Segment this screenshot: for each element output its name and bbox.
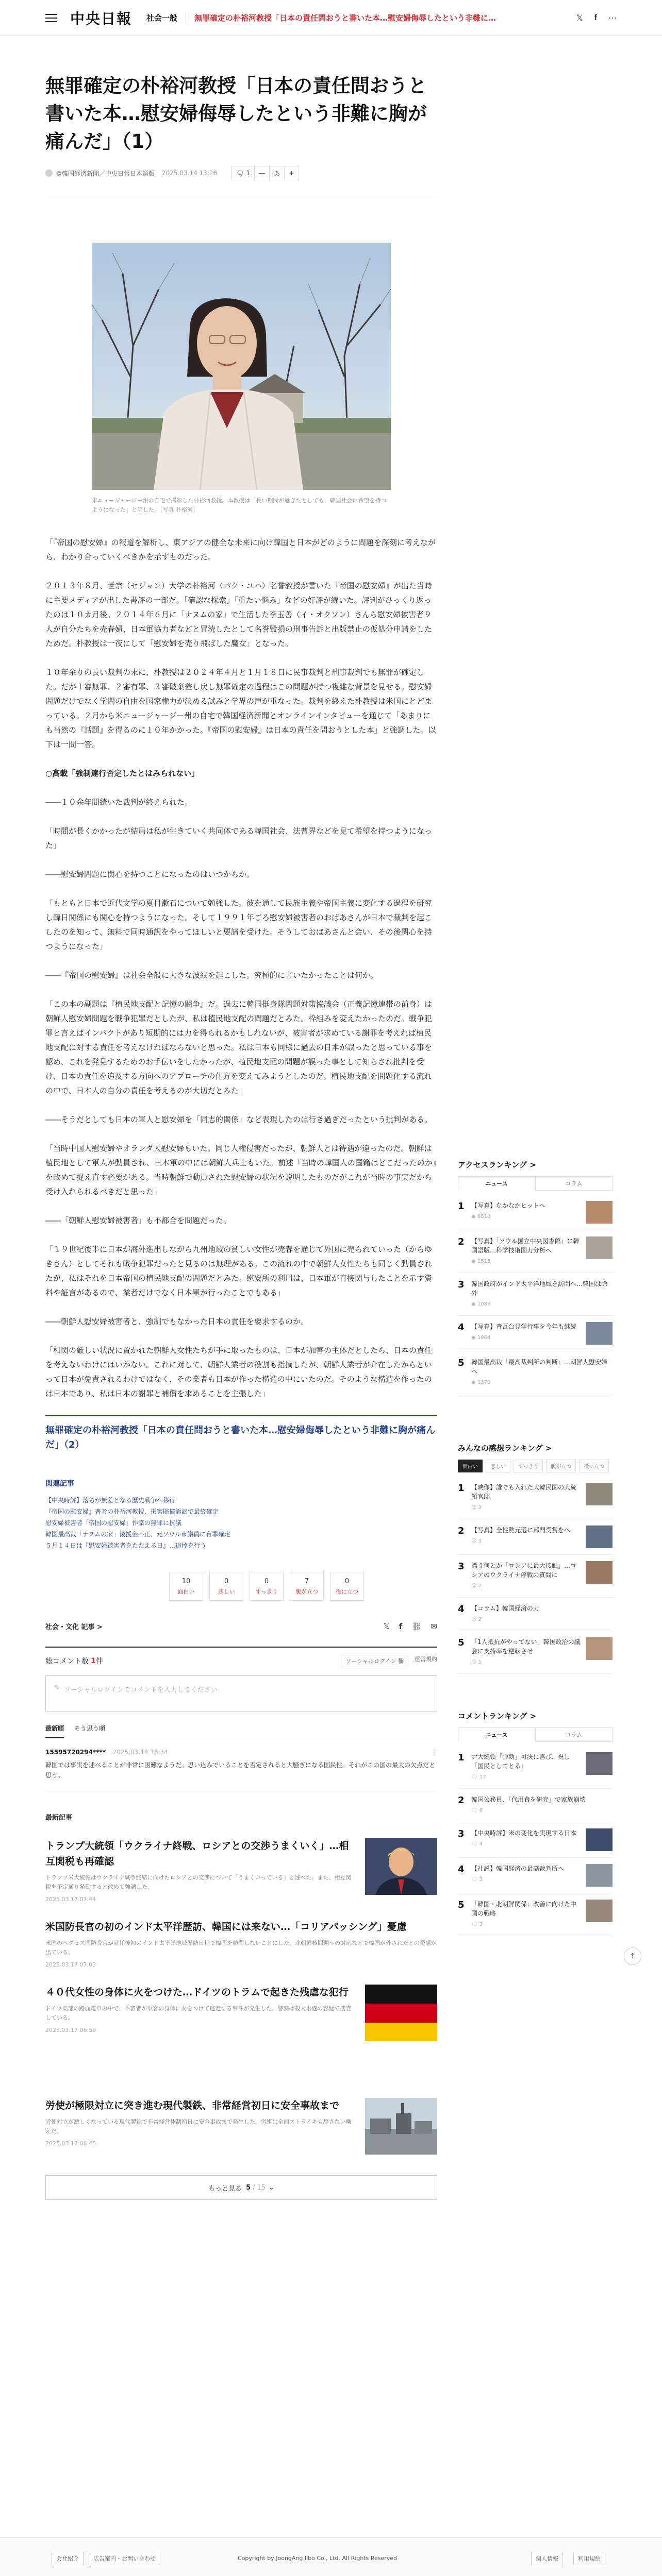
comment-icon: 🗨 bbox=[471, 1841, 479, 1847]
ranking-views: 2 bbox=[478, 1583, 482, 1589]
ranking-title: 【社説】韓国経済の最高裁判所へ bbox=[471, 1865, 565, 1872]
smile-icon: ☺ bbox=[471, 1659, 478, 1665]
byline-avatar bbox=[45, 170, 53, 177]
ranking-thumbnail bbox=[586, 1526, 613, 1548]
ranking-title: 韓国公務員、「代用食を研究」で家族崩壊 bbox=[471, 1796, 586, 1803]
comment-placeholder: ソーシャルログインでコメントを入力してください bbox=[63, 1686, 218, 1694]
reaction-refreshing[interactable] bbox=[250, 1572, 284, 1601]
ranking-thumbnail bbox=[586, 1637, 613, 1660]
eye-icon: ◉ bbox=[471, 1259, 477, 1264]
paragraph: 「『帝国の慰安婦』の報道を解析し、東アジアの健全な未来に向け韓国と日本がどのように問題を深刻に考えながら、わかり合っていくべきかを示すものだった。 bbox=[45, 538, 436, 562]
more-total: 15 bbox=[257, 2183, 266, 2192]
smile-icon: ☺ bbox=[471, 1583, 478, 1589]
paragraph: ――そうだとしても日本の軍人と慰安婦を「同志的関係」など表現したのは行き過ぎだったという批判がある。 bbox=[45, 1115, 433, 1124]
article-date: 2025.03.14 13:28 bbox=[162, 170, 218, 177]
article-tools bbox=[231, 166, 299, 180]
comments-header bbox=[45, 1647, 437, 1667]
reaction-count: 10 bbox=[181, 1577, 191, 1585]
x-icon[interactable]: 𝕏 bbox=[383, 1621, 390, 1631]
site-logo[interactable]: 中央日報 bbox=[70, 10, 133, 27]
ranking-thumbnail bbox=[586, 1864, 613, 1887]
ranking-thumbnail bbox=[586, 1900, 613, 1922]
news-summary: 労使対立が激しくなっている現代製鉄で非常経営体制初日に安全事故まで発生した。労組は全面ストライキも辞さない構えだ。 bbox=[45, 2119, 352, 2134]
smile-icon: ☺ bbox=[471, 1505, 478, 1511]
reaction-label: 腹が立つ bbox=[295, 1588, 318, 1595]
news-title[interactable]: 労使が極限対立に突き進む現代製鉄、非常経営初日に安全事故まで bbox=[45, 2100, 340, 2111]
ranking-title: 尹大統領「弾劾」可決に喜び、祝し「国民としてとる」 bbox=[471, 1753, 570, 1770]
german-flag-icon bbox=[365, 1985, 437, 2041]
ranking-item[interactable]: 1 尹大統領「弾劾」可決に喜び、祝し「国民としてとる」 🗨 17 bbox=[458, 1746, 613, 1789]
ranking-item[interactable]: 3 漂う何とか「ロシアに最大接触」…ロシアのウクライナ停戦の質問に ☺ 2 bbox=[458, 1555, 613, 1598]
section-label[interactable]: 社会一般 bbox=[146, 12, 186, 23]
paragraph: ２０１３年８月、世宗（セジョン）大学の朴裕河（パク・ユハ）名誉教授が書いた『帝国の慰安婦』が出た当時に主要メディアが出した書評の一部だ。「確認な探索」「重たい悩み」などの好評が続いた。評判がひっくり返ったのは１０カ月後。２０１４年６月に「ナヌムの家」で生活した李玉善（イ・オクソン）さんら慰安婦被害者９人が自分たちを売春婦、日本軍協力者などと冒涜したとして名誉毀損の刑事告訴と出版禁止の仮処分申請をしたためだ。朴教授は一夜にして「慰安婦を売り飛ばした魔女」となった。 bbox=[45, 581, 433, 648]
news-title[interactable]: トランプ大統領「ウクライナ終戦、ロシアとの交渉うまくいく」…相互関税も再確認 bbox=[45, 1840, 349, 1867]
reaction-label: 面白い bbox=[177, 1588, 195, 1595]
ranking-title: 【中央時評】米の変化を実現する日本 bbox=[471, 1829, 577, 1837]
comment-ranking-list bbox=[458, 1746, 613, 1936]
paragraph: 「この本の副題は『植民地支配と記憶の闘争』だ。過去に韓国挺身隊問題対策協議会（正義記憶連帯の前身）は朝鮮人慰安婦問題を戦争犯罪だとしたが、私は植民地支配の問題だとみた。枠組みを変えたかったのだ。戦争犯罪と言えばインパクトがあり短期的には力を得られるかもしれないが、被害者が求めている謝罪を考えれば植民地支配に対する責任を考えなければならないと思った。私は日本も同様に過去の日本が誤ったと思っている事を認め、これを発見するためのお手伝いをしたかったが、植民地支配の問題が誤った事として知らされ批判を受け、日本の責任を追及する方向へのアプローチの仕方を変えてみようとしたのだ。植民地支配を問題化する流れの中で、日本人の自分の責任を考えるのが大切だとみた」 bbox=[45, 999, 433, 1095]
reaction-label: 役に立つ bbox=[336, 1588, 358, 1595]
reaction-count: 0 bbox=[344, 1577, 350, 1585]
news-item[interactable] bbox=[45, 2098, 437, 2155]
tab-agree[interactable]: そう思う順 bbox=[74, 1725, 106, 1732]
sidebar-comment-ranking bbox=[458, 1710, 613, 1936]
ranking-views: 1 bbox=[478, 1659, 482, 1665]
more-icon[interactable]: ⋮ bbox=[431, 1749, 437, 1756]
portrait-photo bbox=[92, 243, 391, 490]
related-articles-head: 関連記事 bbox=[45, 1480, 74, 1488]
footer-links bbox=[531, 2552, 610, 2565]
ranking-item[interactable]: 5 「韓国・北朝鮮関係」改善に向けた中国の戦略 🗨 3 bbox=[458, 1893, 613, 1936]
link-icon[interactable]: ⛓ bbox=[411, 1621, 422, 1631]
font-size-label: あ bbox=[270, 166, 285, 180]
comment-ranking-head[interactable]: コメントランキング > bbox=[458, 1711, 537, 1721]
ranking-item[interactable]: 3 韓国政府がインド太平洋地域を訪問へ…韓国は除外 ◉ 1086 bbox=[458, 1273, 613, 1316]
reaction-count: 0 bbox=[224, 1577, 229, 1585]
news-text bbox=[45, 1919, 437, 1968]
news-date: 2025.03.17 06:45 bbox=[45, 2140, 96, 2147]
news-title[interactable]: ４０代女性の身体に火をつけた…ドイツのトラムで起きた残虐な犯行 bbox=[45, 1987, 349, 1998]
more-label: もっと見る bbox=[208, 2184, 242, 2193]
article-body bbox=[45, 535, 437, 1401]
section-articles-link[interactable]: 社会・文化 記事 > bbox=[45, 1623, 103, 1631]
ranking-views: 3 bbox=[478, 1505, 482, 1511]
ranking-title: 【写真】全性勲元選に部門受賞をへ bbox=[471, 1527, 571, 1534]
comment-icon: ✎ bbox=[54, 1684, 60, 1692]
comment-count: 1 bbox=[246, 170, 250, 177]
paragraph: １０年余りの長い裁判の末に、朴教授は２０２４年４月と１月１８日に民事裁判と刑事裁判でも無罪が確定した。だが１審無罪、２審有罪、３審破棄差し戻し無罪確定の過程はこの問題が持つ複雑な背景を見せる。慰安婦問題だけでなく学問の自由を国家権力が決める試みと学界の声が重なった。裁判を終えた朴教授は米国にとどまっている。２月から米ニュージャージー州の自宅で韓国経済新聞とオンラインインタビューを通じて「あまりにも当然の『話題』を得るのに１０年かかった。『帝国の慰安婦』は日本の責任を問おうとした本」と強調した。以下は一問一答。 bbox=[45, 668, 436, 749]
access-ranking-head[interactable]: アクセスランキング > bbox=[458, 1160, 536, 1170]
reaction-funny[interactable] bbox=[169, 1572, 203, 1601]
reaction-count: 0 bbox=[264, 1577, 269, 1585]
ranking-title: 【写真】青瓦台見学行事を今年も継続 bbox=[471, 1323, 577, 1330]
share-icon[interactable]: ⋯ bbox=[608, 13, 617, 23]
related-article-link[interactable]: 【中央時評】落ちが無差となる歴史戦争へ移行 bbox=[45, 1497, 176, 1504]
comment-ranking-tabs bbox=[458, 1727, 613, 1742]
news-text bbox=[45, 2098, 365, 2155]
factory-photo-icon bbox=[365, 2098, 437, 2155]
ranking-views: 3 bbox=[479, 1922, 483, 1927]
news-text bbox=[45, 1985, 365, 2041]
reaction-label: すっきり bbox=[255, 1588, 278, 1595]
comment-text: 韓国では事実を述べることが非常に困難なようだ。思い込みでいることを否定されると大騒ぎになる国民性。それがこの国の最大の欠点だと思う。 bbox=[45, 1761, 436, 1779]
ranking-item[interactable]: 1 【写真】なかなかヒットへ ◉ 6510 bbox=[458, 1195, 613, 1230]
news-item[interactable] bbox=[45, 1985, 437, 2041]
ranking-item[interactable]: 3 【中央時評】米の変化を実現する日本 🗨 4 bbox=[458, 1822, 613, 1858]
impression-ranking-head[interactable]: みんなの感想ランキング > bbox=[458, 1444, 552, 1453]
ranking-views: 6510 bbox=[477, 1214, 491, 1219]
ranking-item[interactable]: 4 【写真】青瓦台見学行事を今年も継続 ◉ 1864 bbox=[458, 1316, 613, 1351]
comment-icon: 🗨 bbox=[471, 1774, 479, 1780]
access-ranking-list bbox=[458, 1195, 613, 1394]
ranking-views: 1086 bbox=[477, 1301, 491, 1307]
ranking-item[interactable]: 1 【映像】誰でも入れた大韓民国の大統領官邸 ☺ 3 bbox=[458, 1477, 613, 1519]
ranking-views: 6 bbox=[479, 1808, 483, 1814]
ranking-thumbnail bbox=[586, 1828, 613, 1851]
ranking-thumbnail bbox=[586, 1752, 613, 1775]
comment-input[interactable] bbox=[45, 1675, 437, 1711]
paragraph: ――『帝国の慰安婦』は社会全般に大きな波紋を起こした。究極的に言いたかったことは何か。 bbox=[45, 971, 378, 980]
comment-icon: 🗨 bbox=[471, 1922, 479, 1927]
tab-latest[interactable]: 最新順 bbox=[45, 1724, 64, 1738]
reaction-sad[interactable] bbox=[209, 1572, 243, 1601]
ranking-thumbnail bbox=[586, 1236, 613, 1259]
header-article-title: 無罪確定の朴裕河教授「日本の責任問おうと書いた本…慰安婦侮辱したという非難に… bbox=[194, 13, 496, 23]
tab-useful[interactable]: 役に立つ bbox=[579, 1460, 609, 1472]
social-login-button[interactable]: ソーシャルログイン 欄 bbox=[341, 1655, 408, 1667]
comments-unit: 件 bbox=[95, 1657, 103, 1666]
comments-total: 1 bbox=[91, 1657, 96, 1665]
reaction-useful[interactable] bbox=[330, 1572, 364, 1601]
news-thumbnail[interactable] bbox=[365, 1985, 437, 2041]
related-article-link[interactable]: 韓国最高裁「ナヌムの家」後援金不正、元ソウル市議員に有罪確定 bbox=[45, 1531, 231, 1538]
reaction-angry[interactable] bbox=[290, 1572, 324, 1601]
related-article-link[interactable]: 慰安婦被害者「帝国の慰安婦」作家の無罪に抗議 bbox=[45, 1519, 182, 1527]
comment-item bbox=[45, 1738, 437, 1791]
eye-icon: ◉ bbox=[471, 1380, 477, 1385]
ranking-thumbnail bbox=[586, 1561, 613, 1584]
article-title: 無罪確定の朴裕河教授「日本の責任問おうと書いた本…慰安婦侮辱したという非難に胸が痛んだ」（1） bbox=[45, 75, 427, 152]
photo-caption: 米ニュージャージー州の自宅で撮影した朴裕河教授。本教授は「長い期間が過ぎたとしても、韓国社会に希望を持つようになった」と話した。［写真 朴裕河］ bbox=[92, 497, 387, 513]
comment-icon: 🗨 bbox=[236, 170, 244, 177]
related-article-link[interactable]: 『帝国の慰安婦』著者の朴裕河教授、損害賠償訴訟で最終確定 bbox=[45, 1508, 219, 1515]
article-photo bbox=[92, 243, 391, 515]
tab-refreshing[interactable]: すっきり bbox=[514, 1460, 543, 1472]
paragraph: ――慰安婦問題に関心を持つことになったのはいつからか。 bbox=[45, 870, 255, 879]
comment-sort-tabs bbox=[45, 1724, 437, 1738]
ranking-views: 3 bbox=[479, 1877, 483, 1883]
share-bar bbox=[45, 1621, 437, 1631]
paragraph: 「当時中国人慰安婦やオランダ人慰安婦もいた。同じ人権侵害だったが、朝鮮人とは待遇が違ったのだ。朝鮮は植民地として軍人が動員され、日本軍の中には朝鮮人兵士もいた。前述『当時の韓国人の国籍はどこだったのか』を改めて捉え直す必要がある。当時朝鮮で動員された慰安婦の状況を説明したものだがこれが当時の事実だから受け入れられるべきだと思った」 bbox=[45, 1144, 437, 1196]
related-article-link[interactable]: ５月１４日は『慰安婦被害者をたたえる日』…追悼を行う bbox=[45, 1542, 207, 1549]
comment-user: 15595720294**** bbox=[45, 1749, 106, 1756]
font-increase-button[interactable]: + bbox=[285, 166, 299, 180]
eye-icon: ◉ bbox=[471, 1301, 477, 1307]
article-meta bbox=[45, 166, 617, 180]
paragraph: 「１９世紀後半に日本が海外進出しながら九州地域の貧しい女性が売春を通じて外国に売られていった（からゆきさん）としてそれも戦争犯罪だったと見るのは無理がある。この流れの中で朝鮮人女性たちも同じく動員されたが、私はそれを日本帝国の植民地支配の問題だとみた。慰安所の利用は、日本軍が直接関与したことを示す資料や証言があるので、業者だけでなく日本軍が行ったことでもある」 bbox=[45, 1245, 433, 1297]
font-decrease-button[interactable]: ― bbox=[255, 166, 270, 180]
ranking-item[interactable]: 5 韓国最高裁「最高裁判所の判断」…朝鮮人慰安婦へ ◉ 1370 bbox=[458, 1351, 613, 1394]
scroll-top-button[interactable] bbox=[624, 1947, 641, 1965]
paragraph: ――１０余年間続いた裁判が終えられた。 bbox=[45, 798, 193, 807]
ranking-views: 4 bbox=[479, 1841, 483, 1847]
paragraph-subhead: ○高載「強制連行否定したとはみられない」 bbox=[45, 769, 200, 778]
site-footer bbox=[0, 2537, 662, 2576]
news-date: 2025.03.17 07:44 bbox=[45, 1896, 96, 1903]
latest-news-head: 最新記事 bbox=[45, 1814, 73, 1822]
sidebar-access-ranking bbox=[458, 1159, 613, 1394]
ranking-item[interactable]: 2 韓国公務員、「代用食を研究」で家族崩壊 🗨 6 bbox=[458, 1789, 613, 1822]
tab-sad[interactable]: 悲しい bbox=[486, 1460, 510, 1472]
byline: ©韓国経済新聞／中央日報日本語版 bbox=[56, 170, 155, 177]
ranking-title: 【コラム】韓国経済の力 bbox=[471, 1605, 539, 1612]
comment-icon: 🗨 bbox=[471, 1877, 479, 1883]
tab-column[interactable]: コラム bbox=[535, 1727, 613, 1742]
comments-label: 総コメント数 bbox=[45, 1657, 89, 1666]
header-share-icons bbox=[576, 13, 617, 23]
share-icons bbox=[384, 1622, 437, 1631]
ranking-item[interactable]: 4 【コラム】韓国経済の力 ☺ 2 bbox=[458, 1598, 613, 1631]
company-link[interactable]: 会社紹介 bbox=[52, 2552, 84, 2565]
news-title[interactable]: 米国防長官の初のインド太平洋歴訪、韓国には来ない…「コリアパッシング」憂慮 bbox=[45, 1921, 407, 1933]
arrow-up-icon: ↑ bbox=[630, 1952, 636, 1960]
terms-link[interactable]: 利用規約 bbox=[573, 2552, 605, 2565]
ranking-thumbnail bbox=[586, 1322, 613, 1345]
reaction-label: 悲しい bbox=[218, 1588, 235, 1595]
privacy-link[interactable]: 個人情報 bbox=[531, 2552, 563, 2565]
tab-news[interactable]: ニュース bbox=[458, 1727, 535, 1742]
copyright: Copyright by JoongAng Ilbo Co., Ltd. All Rights Reserved bbox=[238, 2555, 398, 2562]
paragraph: 「時間が長くかかったが結局は私が生きていく共同体である韓国社会、法曹界などを見て希望を持つようになった」 bbox=[45, 826, 433, 850]
more-page: 5 bbox=[246, 2183, 251, 2192]
chevron-down-icon: ⌄ bbox=[269, 2183, 274, 2192]
ranking-title: 韓国最高裁「最高裁判所の判断」…朝鮮人慰安婦へ bbox=[471, 1359, 608, 1375]
news-thumbnail[interactable] bbox=[365, 2098, 437, 2155]
comments-actions bbox=[341, 1655, 437, 1667]
reaction-count: 7 bbox=[304, 1577, 309, 1585]
mail-icon[interactable]: ✉ bbox=[431, 1621, 437, 1631]
comment-date: 2025.03.14 18:34 bbox=[112, 1749, 168, 1756]
paragraph: ――「朝鮮人慰安婦被害者」も不都合を問題だった。 bbox=[45, 1216, 231, 1225]
ranking-item[interactable]: 2 【写真】「ソウル国立中央図書館」に韓国語版…科学技術国力分析へ ◉ 1515 bbox=[458, 1230, 613, 1273]
news-date: 2025.03.17 06:59 bbox=[45, 2027, 96, 2033]
ranking-item[interactable]: 2 【写真】全性勲元選に部門受賞をへ ☺ 3 bbox=[458, 1519, 613, 1555]
smile-icon: ☺ bbox=[471, 1617, 478, 1622]
ranking-title: 「1人抵抗がやってない」韓国政治の議会に支持率を逆転させ bbox=[471, 1638, 581, 1655]
smile-icon: ☺ bbox=[471, 1538, 478, 1544]
contact-link[interactable]: 広告案内・お問い合わせ bbox=[89, 2552, 160, 2565]
ranking-title: 漂う何とか「ロシアに最大接触」…ロシアのウクライナ停戦の質問に bbox=[471, 1562, 577, 1579]
paragraph: ――朝鮮人慰安婦被害者と、強制でもなかった日本の責任を要求するのか。 bbox=[45, 1317, 309, 1326]
ranking-views: 1515 bbox=[477, 1259, 491, 1264]
site-header bbox=[0, 0, 662, 36]
ranking-views: 1370 bbox=[477, 1380, 491, 1385]
ranking-views: 1864 bbox=[477, 1335, 491, 1341]
news-item[interactable] bbox=[45, 1838, 437, 1903]
next-part-link[interactable]: 無罪確定の朴裕河教授「日本の責任問おうと書いた本…慰安婦侮辱したという非難に胸が痛んだ」（2） bbox=[45, 1415, 437, 1452]
news-summary: ドイツ東部の路面電車の中で、不審者が乗客の身体に火をつけて逃走する事件が発生した。警察は殺人未遂の容疑で捜査している。 bbox=[45, 2005, 352, 2021]
tab-column[interactable]: コラム bbox=[535, 1176, 613, 1191]
more-button[interactable]: もっと見る 5 / 15 ⌄ bbox=[45, 2175, 437, 2200]
policy-link[interactable]: 運営規約 bbox=[415, 1656, 437, 1663]
news-thumbnail[interactable] bbox=[365, 1838, 437, 1895]
eye-icon: ◉ bbox=[471, 1335, 477, 1341]
impression-tabs bbox=[458, 1460, 613, 1472]
sidebar-impression-ranking bbox=[458, 1443, 613, 1674]
ranking-thumbnail bbox=[586, 1483, 613, 1505]
facebook-icon[interactable]: f bbox=[594, 13, 597, 22]
x-icon[interactable]: 𝕏 bbox=[576, 13, 583, 23]
ranking-views: 17 bbox=[479, 1774, 486, 1780]
comment-icon: 🗨 bbox=[471, 1808, 479, 1814]
ranking-title: 【写真】なかなかヒットへ bbox=[471, 1202, 545, 1209]
ranking-item[interactable]: 4 【社説】韓国経済の最高裁判所へ 🗨 3 bbox=[458, 1858, 613, 1893]
impression-ranking-list bbox=[458, 1477, 613, 1674]
ranking-title: 韓国政府がインド太平洋地域を訪問へ…韓国は除外 bbox=[471, 1280, 608, 1297]
tab-news[interactable]: ニュース bbox=[458, 1176, 535, 1191]
paragraph: 「相関の厳しい状況に置かれた朝鮮人女性たちが手に取ったものは、日本が加害の主体だとしたら、日本の責任を考えないわけにはいかない。これに対して、朝鮮人業者の役割も指摘したが、朝鮮人業者が介在したからといって日本が免責されるわけではなく、その業者も日本が作った構造の中にいたのだ。そのような構造を作ったのは日本であり、私は日本の謝罪と補償を求めることを主張した」 bbox=[45, 1346, 433, 1398]
menu-icon[interactable] bbox=[45, 14, 57, 22]
ranking-views: 3 bbox=[478, 1538, 482, 1544]
ranking-views: 2 bbox=[478, 1617, 482, 1622]
news-item[interactable] bbox=[45, 1919, 437, 1968]
person-photo-icon bbox=[365, 1838, 437, 1895]
tab-angry[interactable]: 腹が立つ bbox=[546, 1460, 576, 1472]
news-summary: 米国のヘグセス国防長官が就任後初のインド太平洋地域歴訪日程で韓国を訪問しないことにした。北朝鮮核問題への対応などで韓国が外されたとの憂慮が出ている。 bbox=[45, 1940, 437, 1956]
comment-count-button[interactable] bbox=[231, 166, 255, 180]
portrait-illustration bbox=[92, 243, 391, 490]
ranking-title: 【映像】誰でも入れた大韓民国の大統領官邸 bbox=[471, 1484, 577, 1500]
ranking-item[interactable]: 5 「1人抵抗がやってない」韓国政治の議会に支持率を逆転させ ☺ 1 bbox=[458, 1631, 613, 1674]
ranking-title: 「韓国・北朝鮮関係」改善に向けた中国の戦略 bbox=[471, 1901, 577, 1917]
ranking-thumbnail bbox=[586, 1201, 613, 1224]
eye-icon: ◉ bbox=[471, 1214, 477, 1219]
tab-funny[interactable]: 面白い bbox=[458, 1460, 483, 1472]
access-ranking-tabs bbox=[458, 1176, 613, 1191]
ranking-title: 【写真】「ソウル国立中央図書館」に韓国語版…科学技術国力分析へ bbox=[471, 1238, 580, 1254]
news-text bbox=[45, 1838, 365, 1903]
news-date: 2025.03.17 07:03 bbox=[45, 1961, 96, 1968]
paragraph: 「もともと日本で近代文学の夏目漱石について勉強した。彼を通して民族主義や帝国主義に変化する過程を研究し韓日関係にも関心を持つようになった。そして１９９１年ごろ慰安婦被害者のおばあさんが日本で裁判を起こしたのを知って、無料で同時通訳をやってほしいと要請を受けた。そうしておばあさんと会い、その後関心を持つようになった」 bbox=[45, 899, 433, 951]
news-summary: トランプ米大統領はウクライナ戦争終結に向けたロシアとの交渉について「うまくいっている」と述べた。また、相互関税を予定通り発動すると改めて強調した。 bbox=[45, 1874, 352, 1890]
facebook-icon[interactable]: f bbox=[399, 1621, 403, 1631]
